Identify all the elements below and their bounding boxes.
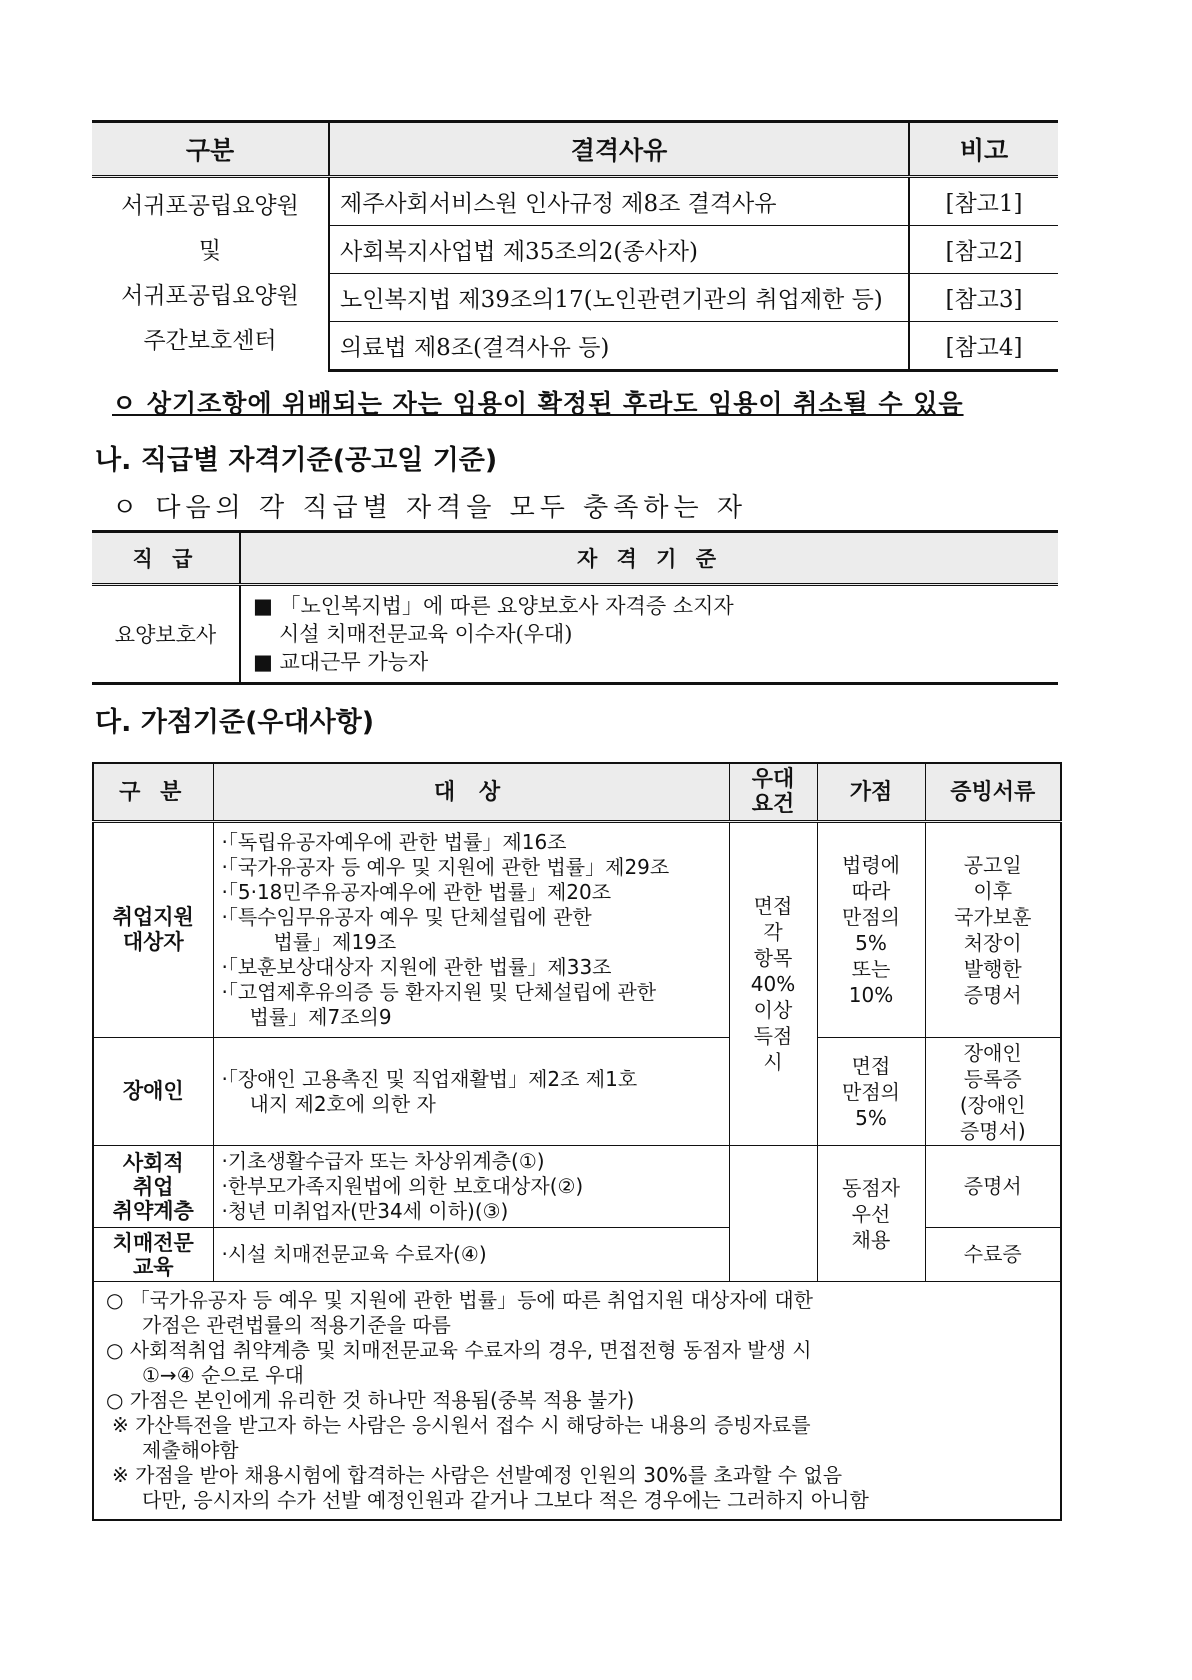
- target-line: ·시설 치매전문교육 수료자(④): [221, 1242, 487, 1266]
- requirement-cell: 면접 각 항목 40% 이상 득점 시: [729, 822, 817, 1146]
- target-line: ·「장애인 고용촉진 및 직업재활법」제2조 제1호: [221, 1066, 638, 1091]
- header-reason: 결격사유: [329, 122, 909, 177]
- header-points: 가점: [817, 763, 925, 822]
- target-line: ·「국가유공자 등 예우 및 지원에 관한 법률」제29조: [221, 855, 670, 879]
- header-note: 비고: [909, 122, 1058, 177]
- header-target: 대 상: [213, 763, 729, 822]
- table-row: [92, 177, 1058, 226]
- proof-cell: 수료증: [925, 1228, 1061, 1282]
- facility-line: 및: [198, 238, 222, 265]
- qualification-table: [92, 530, 1058, 685]
- table-row: [93, 822, 1061, 1038]
- criteria-line: ■ 교대근무 가능자: [253, 650, 429, 674]
- target-line: ·「특수임무유공자 예우 및 단체설립에 관한: [221, 905, 592, 929]
- note-line: ○ 「국가유공자 등 예우 및 지원에 관한 법률」등에 따른 취업지원 대상자에 대한: [106, 1288, 813, 1312]
- section-title-qualification: 나. 직급별 자격기준(공고일 기준): [95, 445, 498, 476]
- category-cell: 취업지원 대상자: [93, 822, 213, 1038]
- category-cell: 장애인: [93, 1038, 213, 1146]
- reason-cell: 의료법 제8조(결격사유 등): [329, 322, 909, 371]
- category-cell: 사회적 취업 취약계층: [93, 1146, 213, 1228]
- note-line: ○ 사회적취업 취약계층 및 치매전문교육 수료자의 경우, 면접전형 동점자 발생 시: [106, 1338, 812, 1362]
- revocation-notice: ㅇ 상기조항에 위배되는 자는 임용이 확정된 후라도 임용이 취소될 수 있음: [112, 389, 964, 418]
- target-cell: [213, 1146, 729, 1228]
- target-line: ·청년 미취업자(만34세 이하)(③): [221, 1199, 509, 1223]
- note-cell: [참고4]: [909, 322, 1058, 371]
- facility-line: 서귀포공립요양원: [121, 283, 299, 310]
- qualification-subtitle: ㅇ 다음의 각 직급별 자격을 모두 충족하는 자: [112, 493, 747, 523]
- facility-line: 주간보호센터: [143, 328, 277, 355]
- criteria-line: 시설 치매전문교육 이수자(우대): [279, 622, 573, 646]
- note-line: 제출해야함: [142, 1438, 239, 1462]
- table-header-row: [93, 763, 1061, 822]
- note-cell: [참고3]: [909, 274, 1058, 322]
- criteria-cell: [240, 585, 1058, 684]
- points-cell: 법령에 따라 만점의 5% 또는 10%: [817, 822, 925, 1038]
- header-criteria: 자 격 기 준: [240, 532, 1058, 585]
- proof-cell: 장애인 등록증 (장애인 증명서): [925, 1038, 1061, 1146]
- tie-points-cell: 동점자 우선 채용: [817, 1146, 925, 1282]
- reason-cell: 제주사회서비스원 인사규정 제8조 결격사유: [329, 177, 909, 226]
- note-line: ※ 가산특전을 받고자 하는 사람은 응시원서 접수 시 해당하는 내용의 증빙자료를: [112, 1413, 811, 1437]
- target-line: 법률」제7조의9: [249, 1005, 392, 1029]
- target-line: ·「보훈보상대상자 지원에 관한 법률」제33조: [221, 955, 612, 979]
- target-line: ·「독립유공자예우에 관한 법률」제16조: [221, 830, 567, 854]
- table-row: [93, 1146, 1061, 1228]
- note-line: 다만, 응시자의 수가 선발 예정인원과 같거나 그보다 적은 경우에는 그러하지 아니함: [142, 1488, 869, 1512]
- header-requirement: 우대 요건: [729, 763, 817, 822]
- table-header-row: [92, 122, 1058, 177]
- reason-cell: 사회복지사업법 제35조의2(종사자): [329, 226, 909, 274]
- target-cell: [213, 1228, 729, 1282]
- requirement-empty-cell: [729, 1146, 817, 1282]
- target-cell: [213, 1038, 729, 1146]
- target-line: ·한부모가족지원법에 의한 보호대상자(②): [221, 1174, 584, 1198]
- points-cell: 면접 만점의 5%: [817, 1038, 925, 1146]
- disqualification-table: [92, 120, 1058, 372]
- note-line: ①→④ 순으로 우대: [142, 1363, 304, 1387]
- target-line: ·「고엽제후유의증 등 환자지원 및 단체설립에 관한: [221, 980, 657, 1004]
- notes-row: [93, 1282, 1061, 1521]
- table-row: [92, 585, 1058, 684]
- facility-line: 서귀포공립요양원: [121, 193, 299, 220]
- table-header-row: [92, 532, 1058, 585]
- bonus-points-table: [92, 762, 1062, 1521]
- header-proof: 증빙서류: [925, 763, 1061, 822]
- note-cell: [참고2]: [909, 226, 1058, 274]
- header-category: 구분: [92, 122, 329, 177]
- table-row: [93, 1038, 1061, 1146]
- notes-cell: [93, 1282, 1061, 1521]
- note-line: 가점은 관련법률의 적용기준을 따름: [142, 1313, 451, 1337]
- target-line: 법률」제19조: [273, 930, 397, 954]
- section-title-bonus: 다. 가점기준(우대사항): [95, 707, 375, 738]
- note-line: ○ 가점은 본인에게 유리한 것 하나만 적용됨(중복 적용 불가): [106, 1388, 635, 1412]
- proof-cell: 공고일 이후 국가보훈 처장이 발행한 증명서: [925, 822, 1061, 1038]
- header-grade: 직 급: [92, 532, 240, 585]
- target-line: ·기초생활수급자 또는 차상위계층(①): [221, 1149, 545, 1173]
- header-category: 구 분: [93, 763, 213, 822]
- proof-cell: 증명서: [925, 1146, 1061, 1228]
- reason-cell: 노인복지법 제39조의17(노인관련기관의 취업제한 등): [329, 274, 909, 322]
- facility-group-cell: [92, 177, 329, 371]
- note-line: ※ 가점을 받아 채용시험에 합격하는 사람은 선발예정 인원의 30%를 초과할 수 없음: [112, 1463, 843, 1487]
- grade-cell: 요양보호사: [92, 585, 240, 684]
- target-cell: [213, 822, 729, 1038]
- target-line: 내지 제2호에 의한 자: [249, 1091, 436, 1116]
- category-cell: 치매전문 교육: [93, 1228, 213, 1282]
- note-cell: [참고1]: [909, 177, 1058, 226]
- target-line: ·「5·18민주유공자예우에 관한 법률」제20조: [221, 880, 612, 904]
- criteria-line: ■ 「노인복지법」에 따른 요양보호사 자격증 소지자: [253, 594, 734, 618]
